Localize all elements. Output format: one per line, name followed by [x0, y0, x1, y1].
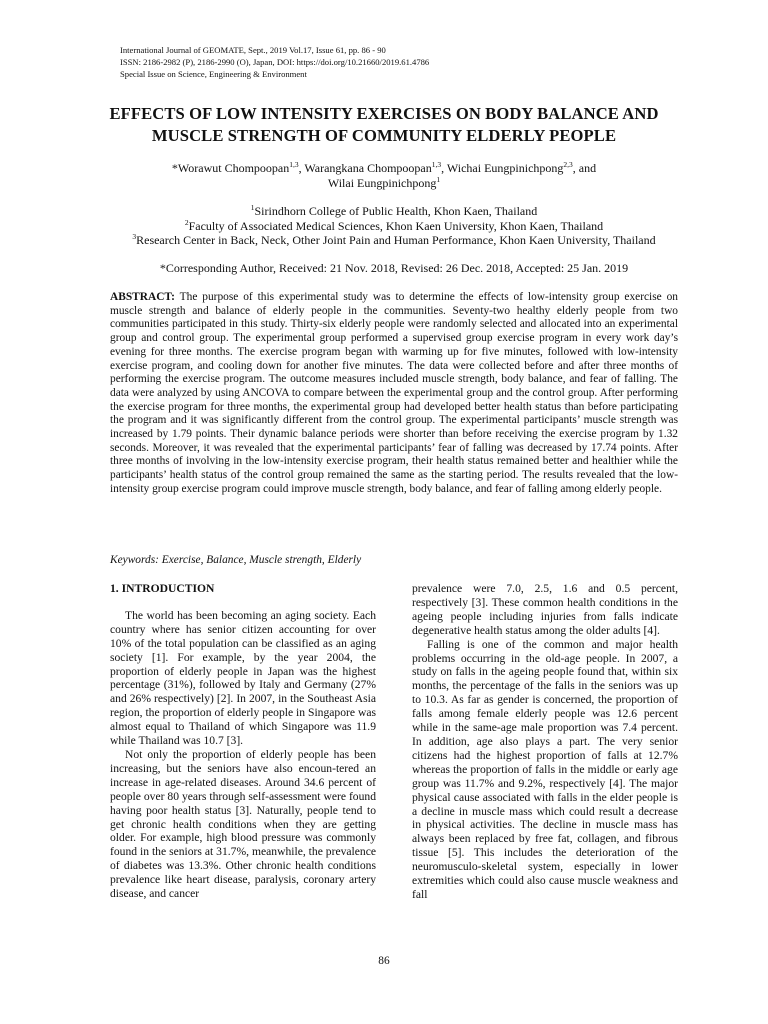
- journal-citation: International Journal of GEOMATE, Sept., 2019 Vol.17, Issue 61, pp. 86 - 90: [120, 45, 386, 55]
- author: Wilai Eungpinichpong$^1$: [327, 175, 441, 190]
- journal-special-issue: Special Issue on Science, Engineering & Environment: [120, 69, 307, 79]
- corresponding-author-dates: *Corresponding Author, Received: 21 Nov. 2018, Revised: 26 Dec. 2018, Accepted: 25 Jan. 2019: [159, 261, 629, 275]
- author: Wichai Eungpinichpong$^{2,3}$, and: [446, 160, 597, 175]
- journal-header: [120, 44, 680, 80]
- paragraph: Falling is one of the common and major health problems occurring in the old-age people. In 2007, a study on falls in the ageing people found that, within six months, the percentage of the falls in the seniors was up to 10.3. As far as gender is concerned, the proportion of falls among female elderly people was 12.6 percent while in the same-age male proportion was 7.4 percent. In addition, age also plays a part. The very senior citizens had the highest proportion of falls at 12.7% whereas the proportion of falls in the middle or early age group was 11.7% and 9.2%, respectively [4]. The major physical cause associated with falls in the elder people is a decline in muscle mass which could result a decrease in physical activities. The decline in muscle mass has always been replaced by free fat, collagen, and fibrous tissue [5]. This includes the deterioration of the neuromusculo-skeletal system, especially in lower extremities which could also cause muscle weakness and fall: [412, 637, 678, 901]
- journal-issn-doi: ISSN: 2186-2982 (P), 2186-2990 (O), Japan, DOI: https://doi.org/10.21660/2019.61.4786: [120, 57, 430, 67]
- abstract: [110, 291, 678, 497]
- affiliation: $^1$Sirindhorn College of Public Health, Khon Kaen, Thailand: [250, 203, 538, 218]
- paragraph: Not only the proportion of elderly people has been increasing, but the seniors have also encoun-tered an increase in age-related diseases. Around 34.6 percent of people over 80 years through self-assessment were found having poor health status [3]. Naturally, people tend to get chronic health conditions when they are getting older. For example, high blood pressure was commonly found in the seniors at 31.7%, meanwhile, the prevalence of diabetes was 13.3%. Other chronic health conditions prevalence like heart disease, paralysis, coronary artery disease, and cancer: [110, 747, 376, 901]
- paragraph: The world has been becoming an aging society. Each country where has senior citizen accounting for over 10% of the total population can be classified as an aging society [1]. For example, by the year 2004, the proportion of elderly people in Japan was the highest percentage (31%), followed by Italy and Germany (27% and 26% respectively) [2]. In 2007, in the Southeast Asia region, the proportion of elderly people in Singapore was almost equal to Thailand of which Singapore was 11.9 while Thailand was 10.7 [3].: [110, 608, 376, 748]
- page-number: 86: [378, 955, 390, 967]
- affiliation: $^2$Faculty of Associated Medical Sciences, Khon Kaen University, Khon Kaen, Thailand: [184, 217, 604, 233]
- abstract-label: ABSTRACT:: [110, 291, 175, 303]
- author: Warangkana Chompoopan$^{1,3}$,: [304, 160, 447, 175]
- author-list: [90, 161, 678, 191]
- left-column: [110, 582, 376, 901]
- paper-title: EFFECTS OF LOW INTENSITY EXERCISES ON BODY BALANCE AND MUSCLE STRENGTH OF COMMUNITY ELDERLY PEOPLE: [109, 104, 659, 145]
- abstract-text: The purpose of this experimental study was to determine the effects of low-intensity group exercise on muscle strength and balance of elderly people in the communities. Seventy-two healthy elderly people from two communities participated in this study. Thirty-six elderly people were randomly selected and allocated into an experimental group and control group. The experimental group performed a supervised group exercise program in every work day’s evening for three months. The exercise program began with warming up for five minutes, followed with low-intensity exercise program, and cooling down for another five minutes. The data were collected before and after three months of performing the exercise program. The outcome measures included muscle strength, body balance, and fear of falling. The data were analyzed by using ANCOVA to compare between the experimental group and the control group. After performing the exercise program for three months, the experimental group had developed better health status than before participating the program and it was significantly different from the control group. The experimental participants’ muscle strength was increased by 1.79 points. Their dynamic balance periods were shorter than before receiving the exercise program by 1.32 seconds. Moreover, it was revealed that the experimental participants’ fear of falling was decreased by 17.74 points. After three months of involving in the low-intensity exercise program, their health status remained better and healthier while the participants’ health status of the control group remained the same as the starting period. The results revealed that the low-intensity group exercise program could improve muscle strength, body balance, and fear of falling among elderly people.: [110, 291, 678, 495]
- keywords: Keywords: Exercise, Balance, Muscle strength, Elderly: [110, 554, 362, 566]
- author: *Worawut Chompoopan$^{1,3}$,: [171, 160, 305, 175]
- right-column: [412, 582, 678, 902]
- paragraph: prevalence were 7.0, 2.5, 1.6 and 0.5 percent, respectively [3]. These common health conditions in the ageing people including injuries from falls indicate degenerative health status among the older adults [4].: [412, 582, 678, 637]
- affiliation: $^3$Research Center in Back, Neck, Other Joint Pain and Human Performance, Khon Kaen University, Thailand: [132, 232, 656, 247]
- section-heading-introduction: 1. INTRODUCTION: [110, 582, 215, 595]
- affiliation-list: [100, 204, 688, 248]
